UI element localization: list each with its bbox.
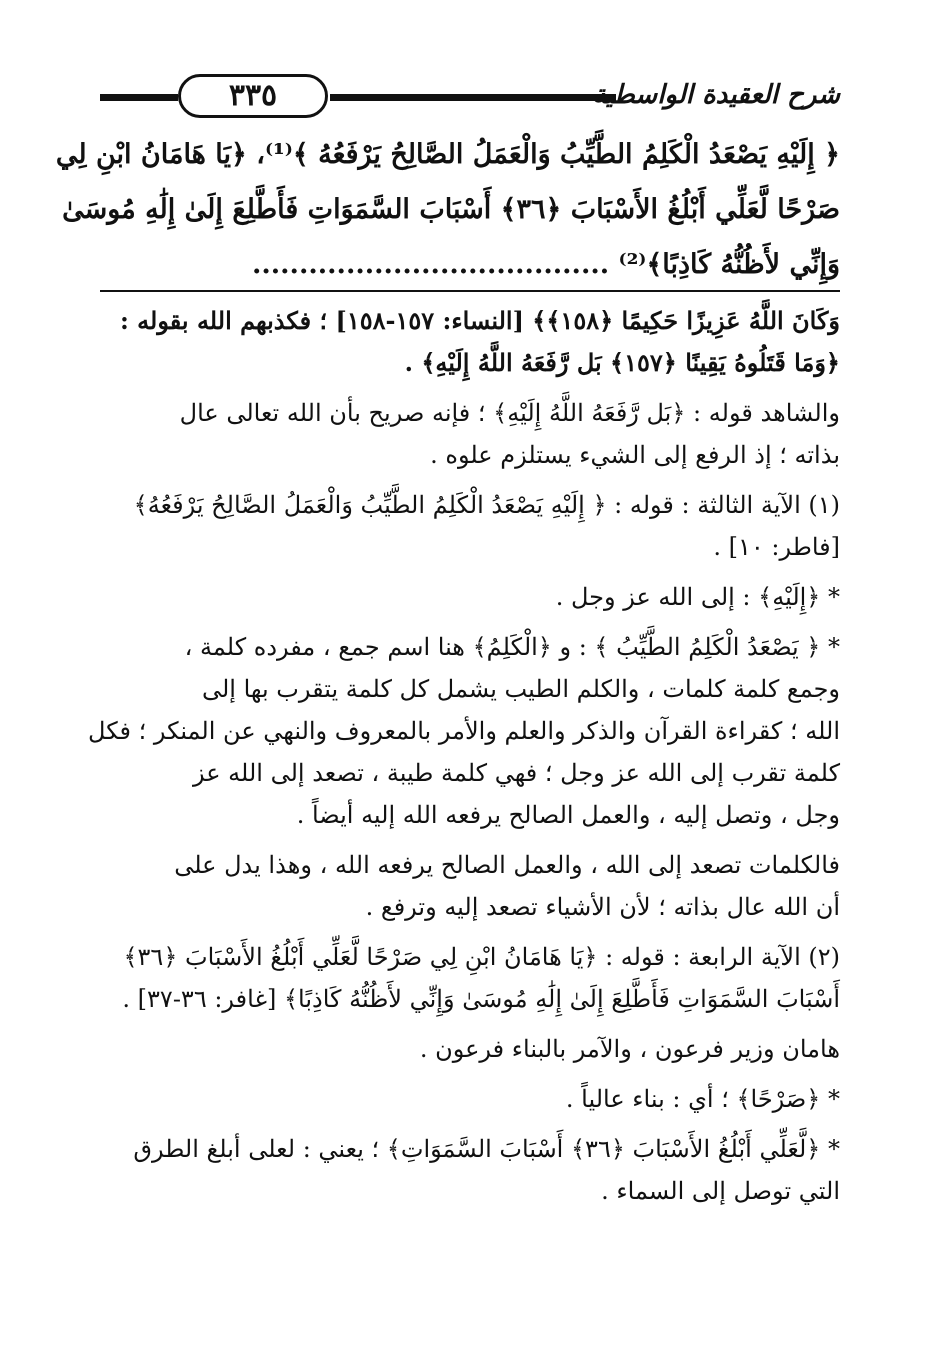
text-line: ﴿وَمَا قَتَلُوهُ يَقِينًا ﴿١٥٧﴾ بَل رَّفَعَهُ اللَّهُ إِلَيْهِ﴾ . (404, 348, 840, 377)
paragraph (100, 936, 840, 1020)
page-number: ٣٣٥ (178, 74, 328, 118)
text-line: وجل ، وتصل إليه ، والعمل الصالح يرفعه الله إليه أيضاً . (296, 801, 840, 829)
text-line: أَسْبَابَ السَّمَوَاتِ فَأَطَّلِعَ إِلَىٰ إِلَٰهِ مُوسَىٰ وَإِنِّي لأَظُنُّهُ كَاذِبًا﴾ [غافر: ٣٦-٣٧] . (122, 985, 840, 1013)
paragraph (100, 576, 840, 618)
text-line: بذاته ؛ إذ الرفع إلى الشيء يستلزم علوه . (430, 441, 840, 469)
paragraph (100, 844, 840, 928)
matn-line: صَرْحًا لَّعَلِّي أَبْلُغُ الأَسْبَابَ ﴿٣٦﴾ أَسْبَابَ السَّمَوَاتِ فَأَطَّلِعَ إِلَىٰ إِلَٰهِ مُوسَىٰ (62, 194, 840, 225)
text-line: والشاهد قوله : ﴿بَل رَّفَعَهُ اللَّهُ إِلَيْهِ﴾ ؛ فإنه صريح بأن الله تعالى عال (179, 399, 840, 427)
commentary-text (88, 300, 840, 1220)
text-line: وجمع كلمة كلمات ، والكلم الطيب يشمل كل كلمة يتقرب بها إلى (201, 675, 840, 703)
matn-separator (100, 290, 840, 292)
header-rule-right (330, 94, 616, 101)
paragraph (100, 392, 840, 476)
text-line: وَكَانَ اللَّهُ عَزِيزًا حَكِيمًا ﴿١٥٨﴾﴾ [النساء: ١٥٧-١٥٨] ؛ فكذبهم الله بقوله : (119, 306, 840, 335)
paragraph (100, 1028, 840, 1070)
header-rule-left (100, 94, 178, 101)
text-line: أن الله عال بذاته ؛ لأن الأشياء تصعد إليه وترفع . (365, 893, 840, 921)
matn-text (55, 127, 840, 292)
matn-line: ﴿ إِلَيْهِ يَصْعَدُ الْكَلِمُ الطَّيِّبُ وَالْعَمَلُ الصَّالِحُ يَرْفَعُهُ ﴾⁽¹⁾، ﴿يَا هَامَانُ ابْنِ لِي (55, 139, 840, 170)
text-line: الله ؛ كقراءة القرآن والذكر والعلم والأمر بالمعروف والنهي عن المنكر ؛ فكل (88, 717, 840, 745)
text-line: (١) الآية الثالثة : قوله : ﴿ إِلَيْهِ يَصْعَدُ الْكَلِمُ الطَّيِّبُ وَالْعَمَلُ الصَّالِحُ يَرْفَعُهُ﴾ (133, 491, 840, 519)
text-line: * ﴿إِلَيْهِ﴾ : إلى الله عز وجل . (555, 583, 840, 611)
paragraph (100, 1128, 840, 1212)
text-line: هامان وزير فرعون ، والآمر بالبناء فرعون . (419, 1035, 840, 1063)
text-line: * ﴿لَّعَلِّي أَبْلُغُ الأَسْبَابَ ﴿٣٦﴾ أَسْبَابَ السَّمَوَاتِ﴾ ؛ يعني : لعلى أبلغ الطرق (133, 1135, 840, 1163)
text-line: كلمة تقرب إلى الله عز وجل ؛ فهي كلمة طيبة ، تصعد إلى الله عز (192, 759, 840, 787)
text-line: التي توصل إلى السماء . (601, 1177, 840, 1205)
paragraph (100, 484, 840, 568)
text-line: * ﴿ يَصْعَدُ الْكَلِمُ الطَّيِّبُ ﴾ : و ﴿الْكَلِمُ﴾ هنا اسم جمع ، مفرده كلمة ، (184, 633, 840, 661)
paragraph (88, 626, 840, 836)
text-line: [فاطر: ١٠] . (713, 533, 840, 561)
text-line: (٢) الآية الرابعة : قوله : ﴿يَا هَامَانُ ابْنِ لِي صَرْحًا لَّعَلِّي أَبْلُغُ الأَسْبَابَ ﴿٣٦﴾ (123, 943, 840, 971)
text-line: * ﴿صَرْحًا﴾ ؛ أي : بناء عالياً . (565, 1085, 840, 1113)
text-line: فالكلمات تصعد إلى الله ، والعمل الصالح يرفعه الله ، وهذا يدل على (174, 851, 840, 879)
paragraph (100, 300, 840, 384)
page-header (100, 70, 840, 126)
book-title: شرح العقيدة الواسطية (592, 80, 840, 110)
matn-line: وَإِنِّي لأَظُنُّهُ كَاذِبًا﴾⁽²⁾ ...................................... (251, 249, 840, 280)
paragraph (100, 1078, 840, 1120)
